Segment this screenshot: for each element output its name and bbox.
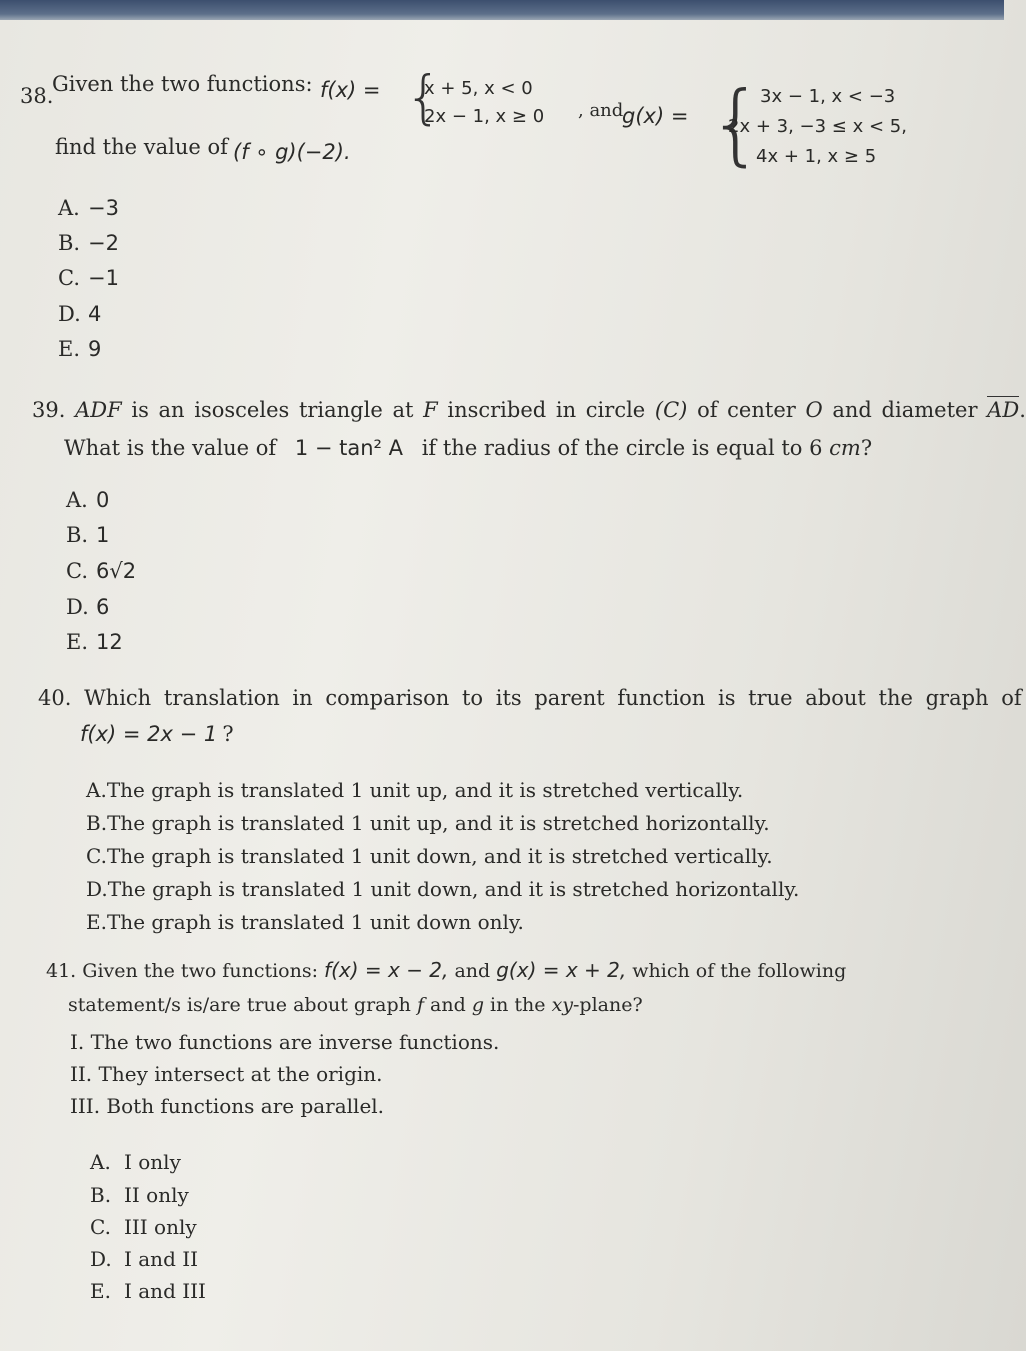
q41-option-b[interactable]: B. II only [90, 1183, 189, 1207]
q41-line1: 41. Given the two functions: f(x) = x − 2, and g(x) = x + 2, which of the following [46, 958, 847, 982]
q38-g-name: g(x) = [622, 104, 689, 128]
q41-option-a[interactable]: A. I only [90, 1150, 181, 1174]
q40-line1: 40. Which translation in comparison to its parent function is true about the graph of [38, 686, 1022, 710]
q38-f-brace: { [405, 63, 442, 131]
q39-diameter-ad: AD [987, 398, 1020, 422]
q40-line2: f(x) = 2x − 1 ? [80, 722, 234, 746]
q39-option-b[interactable]: B. 1 [66, 523, 110, 547]
q38-g-case2: 2x + 3, −3 ≤ x < 5, [728, 116, 907, 137]
q39-line1: 39. ADF is an isosceles triangle at F inscribed in circle (C) of center O and diameter AD. [32, 398, 1026, 422]
q40-option-a[interactable]: A.The graph is translated 1 unit up, and it is stretched vertically. [86, 778, 744, 802]
q38-g-case1: 3x − 1, x < −3 [760, 86, 896, 107]
q38-option-e[interactable]: E. 9 [58, 337, 102, 361]
q38-option-c[interactable]: C. −1 [58, 266, 119, 290]
q41-option-e[interactable]: E. I and III [90, 1279, 206, 1303]
q39-option-e[interactable]: E. 12 [66, 630, 123, 654]
q38-intro: Given the two functions: [52, 72, 313, 96]
q38-g-case3: 4x + 1, x ≥ 5 [756, 146, 877, 167]
q41-statement-3: III. Both functions are parallel. [70, 1094, 385, 1118]
q40-option-e[interactable]: E.The graph is translated 1 unit down only. [86, 910, 524, 934]
q38-find-text: find the value of [55, 135, 228, 159]
q39-expression: 1 − tan² A [294, 436, 403, 460]
q40-option-d[interactable]: D.The graph is translated 1 unit down, and it is stretched horizontally. [86, 877, 800, 901]
q41-statement-1: I. The two functions are inverse functions. [70, 1030, 500, 1054]
top-edge-strip [0, 0, 1004, 20]
q39-option-d[interactable]: D. 6 [66, 595, 110, 619]
q39-line2: What is the value of 1 − tan² A if the radius of the circle is equal to 6 cm? [64, 436, 873, 460]
q41-statement-2: II. They intersect at the origin. [70, 1062, 383, 1086]
q39-option-a[interactable]: A. 0 [66, 488, 110, 512]
q38-option-d[interactable]: D. 4 [58, 302, 102, 326]
q38-option-a[interactable]: A. −3 [58, 196, 119, 220]
q38-number: 38. [20, 84, 54, 108]
q38-f-name: f(x) = [320, 78, 381, 102]
q40-option-c[interactable]: C.The graph is translated 1 unit down, and it is stretched vertically. [86, 844, 773, 868]
q38-g-brace: { [708, 72, 764, 175]
q41-line2: statement/s is/are true about graph f and g in the xy-plane? [68, 994, 643, 1016]
q40-expression: f(x) = 2x − 1 [80, 722, 218, 746]
q38-option-b[interactable]: B. −2 [58, 231, 119, 255]
q41-option-d[interactable]: D. I and II [90, 1247, 199, 1271]
q39-option-c[interactable]: C. 6√2 [66, 559, 137, 583]
q41-option-c[interactable]: C. III only [90, 1215, 197, 1239]
q38-conj: , and [578, 100, 624, 121]
q40-option-b[interactable]: B.The graph is translated 1 unit up, and it is stretched horizontally. [86, 811, 770, 835]
q38-f-case1: x + 5, x < 0 [424, 78, 533, 99]
q38-f-case2: 2x − 1, x ≥ 0 [424, 106, 545, 127]
q38-find-expr: (f ∘ g)(−2). [233, 140, 351, 164]
